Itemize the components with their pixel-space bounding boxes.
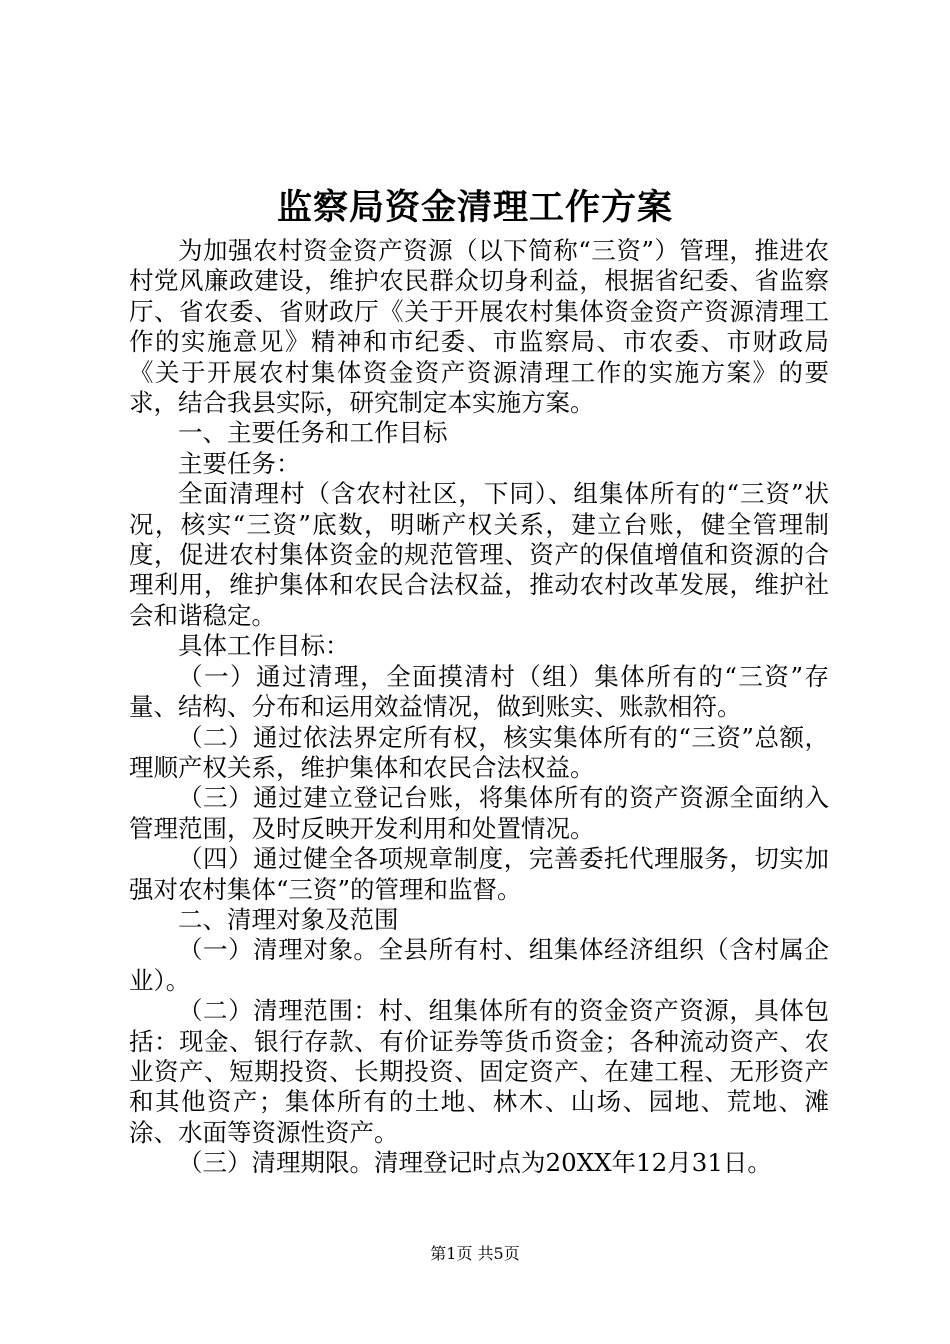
paragraph-goal-1: （一）通过清理，全面摸清村（组）集体所有的“三资”存量、结构、分布和运用效益情况，做到账实、账款相符。 [129, 661, 829, 722]
paragraph-intro: 为加强农村资金资产资源（以下简称“三资”）管理，推进农村党风廉政建设，维护农民群众切身利益，根据省纪委、省监察厅、省农委、省财政厅《关于开展农村集体资金资产资源清理工作的实施意见》精神和市纪委、市监察局、市农委、市财政局《关于开展农村集体资金资产资源清理工作的实施方案》的要求，结合我县实际，研究制定本实施方案。 [129, 236, 829, 418]
paragraph-scope-2: （二）清理范围：村、组集体所有的资金资产资源，具体包括：现金、银行存款、有价证券等货币资金；各种流动资产、农业资产、短期投资、长期投资、固定资产、在建工程、无形资产和其他资产；集体所有的土地、林木、山场、园地、荒地、滩涂、水面等资源性资产。 [129, 996, 829, 1147]
subheading-main-tasks: 主要任务： [178, 448, 301, 478]
heading-section-2: 二、清理对象及范围 [178, 904, 399, 934]
heading-section-1: 一、主要任务和工作目标 [178, 418, 448, 448]
paragraph-scope-1: （一）清理对象。全县所有村、组集体经济组织（含村属企业）。 [129, 935, 829, 995]
paragraph-goal-3: （三）通过建立登记台账，将集体所有的资产资源全面纳入管理范围，及时反映开发利用和处置情况。 [129, 783, 829, 843]
page-footer: 第1页 共5页 [430, 1244, 520, 1263]
paragraph-goal-2: （二）通过依法界定所有权，核实集体所有的“三资”总额，理顺产权关系，维护集体和农民合法权益。 [129, 722, 829, 782]
subheading-work-goals: 具体工作目标： [178, 631, 350, 661]
document-body [129, 236, 829, 1179]
paragraph-main-tasks: 全面清理村（含农村社区，下同）、组集体所有的“三资”状况，核实“三资”底数，明晰产权关系，建立台账，健全管理制度，促进农村集体资金的规范管理、资产的保值增值和资源的合理利用，维护集体和农民合法权益，推动农村改革发展，维护社会和谐稳定。 [129, 479, 829, 630]
paragraph-goal-4: （四）通过健全各项规章制度，完善委托代理服务，切实加强对农村集体“三资”的管理和监督。 [129, 844, 829, 904]
paragraph-scope-3: （三）清理期限。清理登记时点为20XX年12月31日。 [178, 1148, 772, 1178]
document-title: 监察局资金清理工作方案 [276, 187, 673, 228]
